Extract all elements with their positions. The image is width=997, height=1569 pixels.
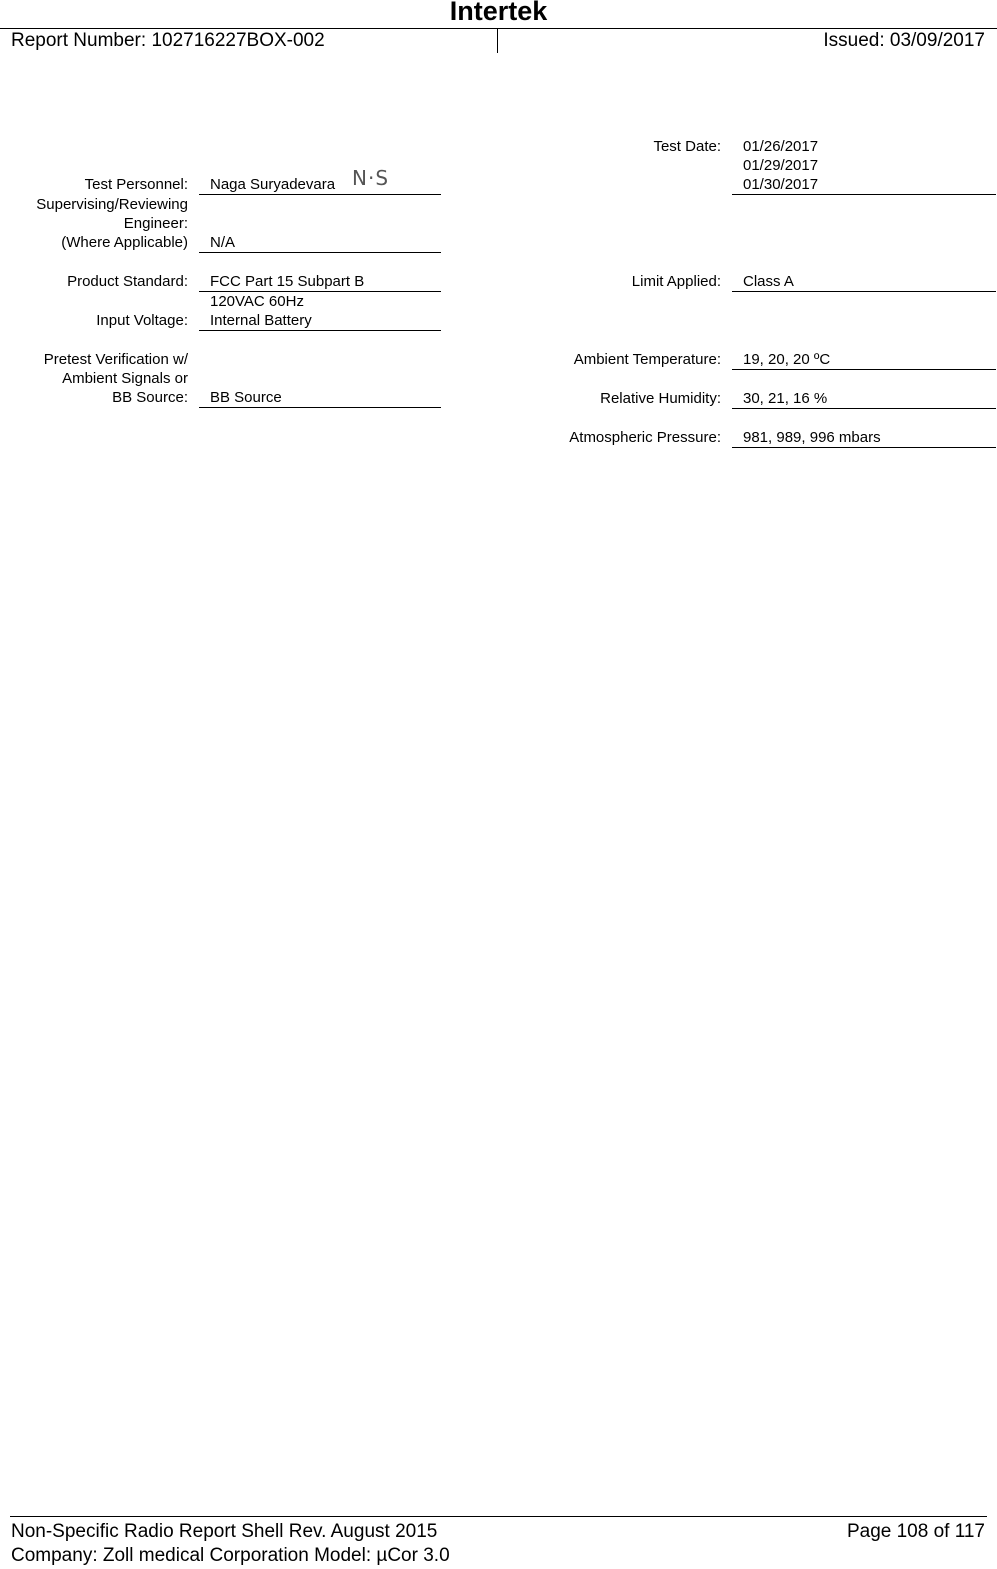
header-divider xyxy=(497,29,498,53)
report-number: Report Number: 102716227BOX-002 xyxy=(11,30,325,51)
test-date-value-1: 01/26/2017 xyxy=(743,138,819,155)
pretest-label-3: BB Source: xyxy=(112,389,188,406)
limit-applied-label: Limit Applied: xyxy=(631,273,721,290)
brand-name: Intertek xyxy=(449,0,548,26)
ambient-temperature-value: 19, 20, 20 ºC xyxy=(743,351,831,368)
pretest-value: BB Source xyxy=(210,389,282,406)
input-voltage-value-1: 120VAC 60Hz xyxy=(210,293,304,310)
test-personnel-value: Naga Suryadevara xyxy=(210,176,336,193)
product-standard-value: FCC Part 15 Subpart B xyxy=(210,273,365,290)
input-voltage-label: Input Voltage: xyxy=(96,312,188,329)
header-rule xyxy=(0,28,997,29)
test-date-value-3: 01/30/2017 xyxy=(743,176,819,193)
pretest-label-1: Pretest Verification w/ xyxy=(43,351,188,368)
atmospheric-pressure-underline xyxy=(732,447,996,448)
page-number: Page 108 of 117 xyxy=(846,1521,985,1542)
signature-initials: N·S xyxy=(352,166,390,190)
supervising-label-1: Supervising/Reviewing xyxy=(36,196,188,213)
test-date-value-2: 01/29/2017 xyxy=(743,157,819,174)
test-date-underline xyxy=(732,194,996,195)
test-personnel-label: Test Personnel: xyxy=(84,176,188,193)
report-shell-revision: Non-Specific Radio Report Shell Rev. August 2015 xyxy=(11,1521,438,1542)
atmospheric-pressure-value: 981, 989, 996 mbars xyxy=(743,429,881,446)
supervising-underline xyxy=(199,252,441,253)
limit-applied-underline xyxy=(732,291,996,292)
ambient-temperature-label: Ambient Temperature: xyxy=(573,351,721,368)
company-model: Company: Zoll medical Corporation Model: µCor 3.0 xyxy=(11,1545,450,1566)
supervising-label-2: Engineer: xyxy=(123,215,188,232)
supervising-value: N/A xyxy=(210,234,236,251)
relative-humidity-underline xyxy=(732,408,996,409)
limit-applied-value: Class A xyxy=(743,273,794,290)
input-voltage-underline xyxy=(199,330,441,331)
test-personnel-underline xyxy=(199,194,441,195)
test-date-label: Test Date: xyxy=(653,138,721,155)
ambient-temperature-underline xyxy=(732,369,996,370)
issued-date: Issued: 03/09/2017 xyxy=(823,30,985,51)
relative-humidity-value: 30, 21, 16 % xyxy=(743,390,828,407)
pretest-label-2: Ambient Signals or xyxy=(62,370,188,387)
relative-humidity-label: Relative Humidity: xyxy=(600,390,721,407)
supervising-label-3: (Where Applicable) xyxy=(61,234,188,251)
footer-rule xyxy=(10,1516,987,1517)
pretest-underline xyxy=(199,407,441,408)
input-voltage-value-2: Internal Battery xyxy=(210,312,312,329)
product-standard-label: Product Standard: xyxy=(67,273,188,290)
atmospheric-pressure-label: Atmospheric Pressure: xyxy=(569,429,721,446)
